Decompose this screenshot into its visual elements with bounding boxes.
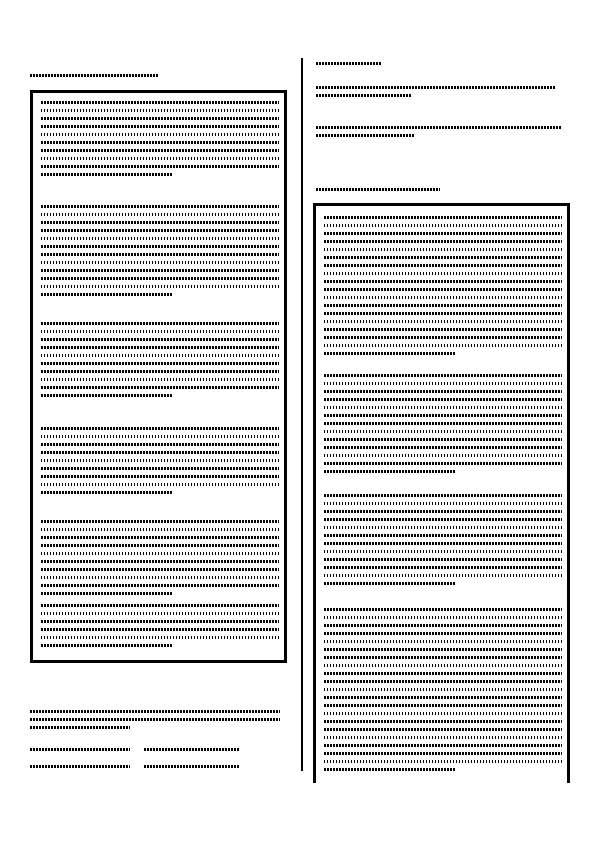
left-paragraph-5-text — [41, 518, 279, 600]
signature-line-3 — [30, 763, 130, 771]
right-intro-2 — [316, 124, 562, 146]
left-paragraph-2-text — [41, 203, 279, 299]
left-paragraph-6 — [41, 602, 279, 652]
left-paragraph-1-text — [41, 99, 279, 181]
right-intro-1 — [316, 84, 556, 106]
signature-line-1 — [30, 746, 130, 754]
left-signature-block — [30, 746, 240, 772]
signature-line-3-text — [30, 763, 130, 771]
right-heading-top-text — [316, 60, 384, 68]
left-paragraph-2 — [41, 203, 279, 299]
left-paragraph-3-text — [41, 320, 279, 403]
left-footnote — [30, 708, 280, 734]
right-heading-top — [316, 60, 384, 68]
right-paragraph-3-text — [324, 492, 562, 592]
signature-line-1-text — [30, 746, 130, 754]
signature-line-2 — [144, 746, 240, 754]
right-heading — [316, 186, 442, 194]
right-paragraph-3 — [324, 492, 562, 592]
left-paragraph-4 — [41, 425, 279, 497]
right-paragraph-4 — [324, 606, 562, 778]
left-footnote-text — [30, 708, 280, 734]
left-paragraph-3 — [41, 320, 279, 403]
left-paragraph-4-text — [41, 425, 279, 497]
left-heading-text — [30, 72, 160, 80]
signature-line-4-text — [144, 763, 240, 771]
right-heading-text — [316, 186, 442, 194]
right-paragraph-2-text — [324, 372, 562, 476]
signature-line-4 — [144, 763, 240, 771]
right-paragraph-4-text — [324, 606, 562, 778]
left-paragraph-5 — [41, 518, 279, 600]
right-paragraph-1 — [324, 214, 562, 360]
right-paragraph-1-text — [324, 214, 562, 360]
left-paragraph-1 — [41, 99, 279, 181]
left-framed-box — [30, 90, 287, 663]
left-heading — [30, 72, 160, 80]
signature-line-2-text — [144, 746, 240, 754]
right-intro-2-text — [316, 124, 562, 146]
left-paragraph-6-text — [41, 602, 279, 652]
right-intro-1-text — [316, 84, 556, 106]
right-paragraph-2 — [324, 372, 562, 476]
right-framed-box — [313, 203, 570, 783]
column-divider — [301, 58, 303, 771]
